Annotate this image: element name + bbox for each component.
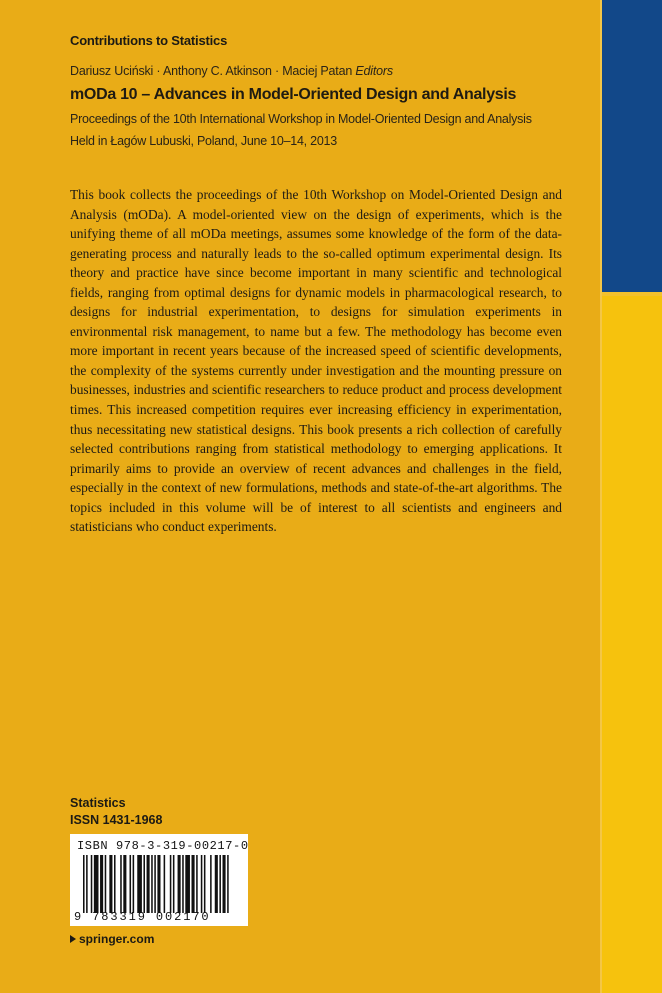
arrow-right-icon	[70, 935, 76, 943]
barcode-bars	[83, 855, 235, 913]
book-title: mODa 10 – Advances in Model-Oriented Design and Analysis	[70, 86, 517, 103]
publisher-link[interactable]	[70, 932, 154, 946]
book-subtitle: Proceedings of the 10th International Workshop in Model-Oriented Design and Analysis	[70, 112, 532, 126]
spine-blue-block	[600, 0, 662, 292]
editor-names: Dariusz Uciński · Anthony C. Atkinson · Maciej Patan	[70, 64, 353, 78]
series-name: Contributions to Statistics	[70, 33, 228, 48]
subject-category: Statistics	[70, 796, 126, 810]
editors-line	[70, 64, 393, 78]
isbn-label: ISBN 978-3-319-00217-0	[77, 839, 249, 853]
publisher-url[interactable]: springer.com	[79, 932, 155, 946]
spine-yellow-block	[600, 296, 662, 993]
issn-number: ISSN 1431-1968	[70, 813, 163, 827]
editors-role: Editors	[355, 64, 393, 78]
isbn-barcode	[70, 834, 248, 926]
cover-spine-divider	[600, 0, 602, 993]
barcode-digits: 9 783319 002170	[74, 910, 211, 924]
book-description: This book collects the proceedings of the 10th Workshop on Model-Oriented Design and Analysis (mODa). A model-oriented view on the design of experiments, which is the unifying theme of all mODa meetings, assumes some knowledge of the form of the data-generating process and naturally leads to the so-called optimum experimental design. Its theory and practice have since become important in many scientific and technological fields, ranging from optimal designs for dynamic models in pharmacological research, to designs for industrial experimentation, to designs for simulation experiments in environmental risk management, to name but a few. The methodology has become even more important in recent years because of the increased speed of scientific developments, the complexity of the systems currently under investigation and the mounting pressure on businesses, industries and scientific researchers to reduce product and process development times. This increased competition requires ever increasing efficiency in experimentation, thus necessitating new statistical designs. This book presents a rich collection of carefully selected contributions ranging from statistical methodology to emerging applications. It primarily aims to provide an overview of recent advances and challenges in the field, especially in the context of new formulations, methods and state-of-the-art algorithms. The topics included in this volume will be of interest to all scientists and engineers and statisticians who conduct experiments.	[70, 187, 562, 535]
spine-strip	[600, 0, 662, 993]
event-location-date: Held in Łagów Lubuski, Poland, June 10–14, 2013	[70, 134, 337, 148]
